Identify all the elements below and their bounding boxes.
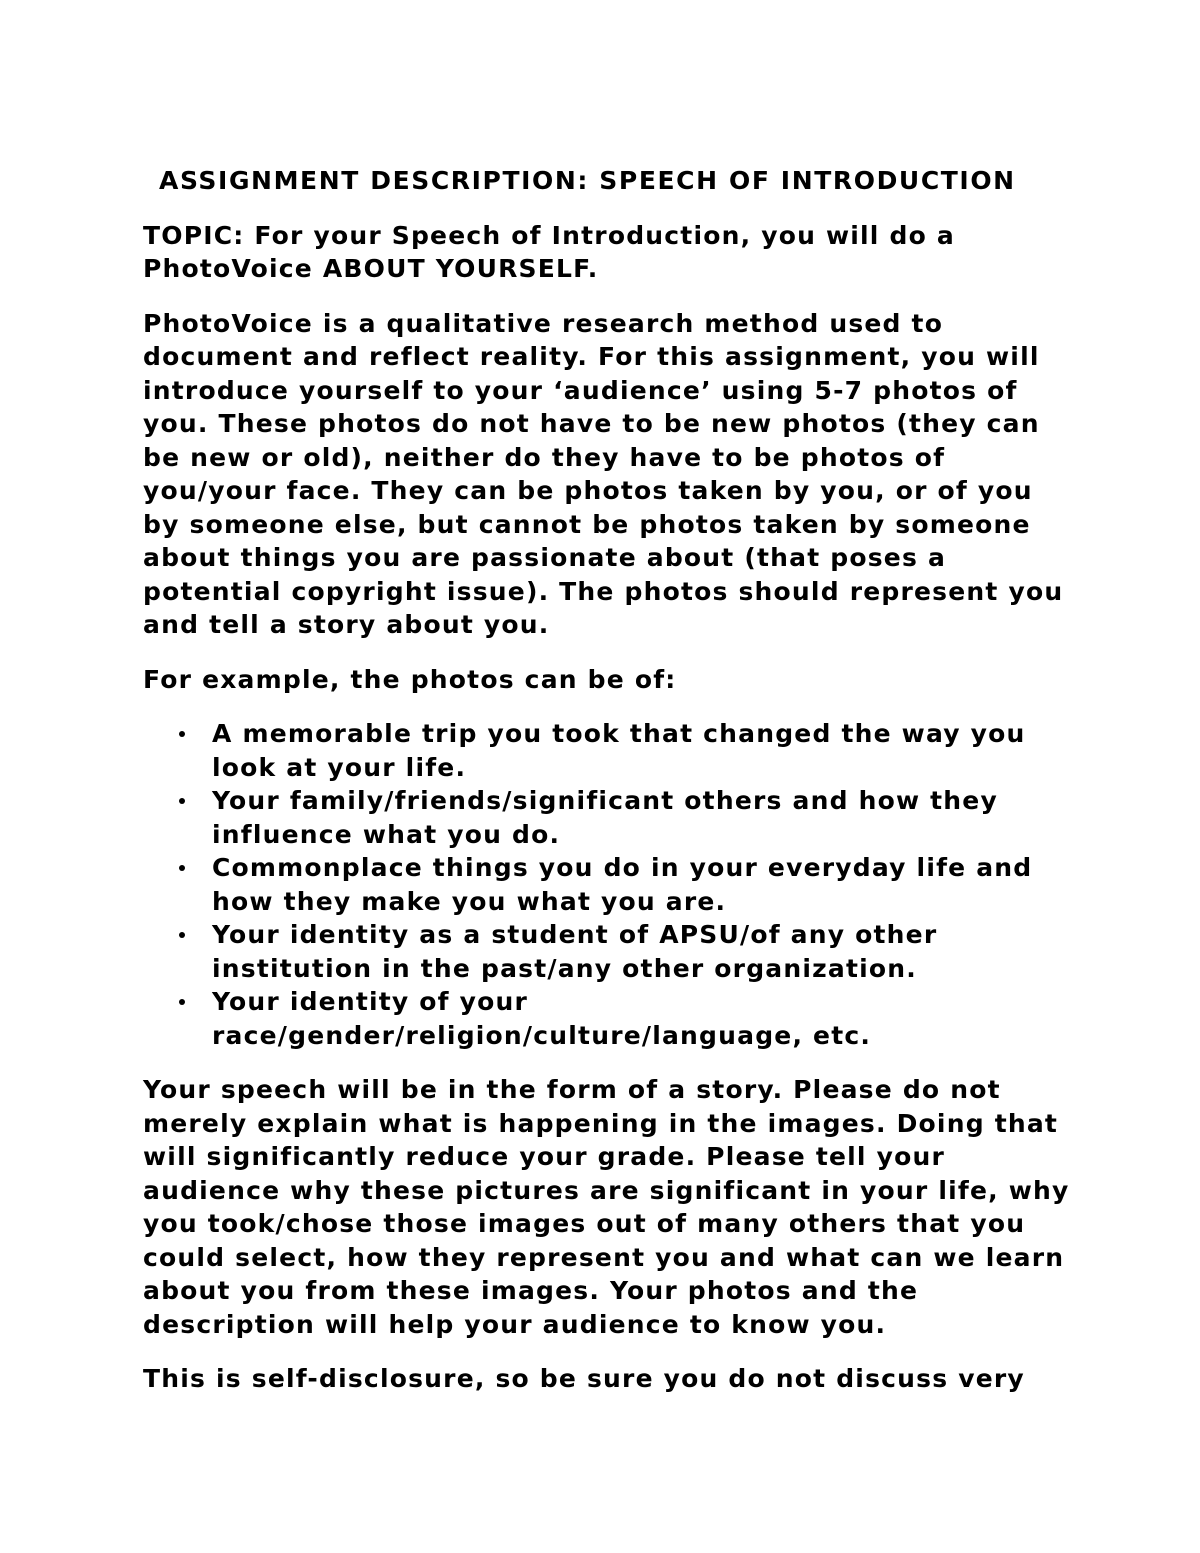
bullet-item [143, 985, 1073, 1052]
bullet-text: A memorable trip you took that changed the way you look at your life. [212, 719, 1026, 782]
bullet-text: Your identity as a student of APSU/of any other institution in the past/any other organization. [212, 920, 938, 983]
story-paragraph: Your speech will be in the form of a story. Please do not merely explain what is happening in the images. Doing that will significantly reduce your grade. Please tell your audience why these pictures are significant in your life, why you took/chose those images out of many others that you could select, how they represent you and what can we learn about you from these images. Your photos and the description will help your audience to know you. [143, 1075, 1070, 1339]
topic-paragraph: TOPIC: For your Speech of Introduction, you will do a PhotoVoice ABOUT YOURSELF. [143, 220, 955, 283]
bullet-text: Your identity of your race/gender/religion/culture/language, etc. [212, 987, 872, 1050]
bullet-icon [179, 731, 185, 737]
example-bullet-list [143, 717, 1073, 1052]
document-title: ASSIGNMENT DESCRIPTION: SPEECH OF INTRODUCTION [159, 166, 1016, 195]
bullet-icon [179, 798, 185, 804]
bullet-item [143, 851, 1073, 918]
bullet-icon [179, 999, 185, 1005]
bullet-icon [179, 865, 185, 871]
document-body [143, 164, 1073, 1417]
bullet-text: Commonplace things you do in your everyday life and how they make you what you are. [212, 853, 1033, 916]
bullet-item [143, 717, 1073, 784]
bullet-item [143, 784, 1073, 851]
example-intro: For example, the photos can be of: [143, 664, 677, 694]
bullet-text: Your family/friends/significant others and how they influence what you do. [212, 786, 998, 849]
photovoice-paragraph: PhotoVoice is a qualitative research method used to document and reflect reality. For this assignment, you will introduce yourself to your ‘audience’ using 5-7 photos of you. These photos do not have to be new photos (they can be new or old), neither do they have to be photos of you/your face. They can be photos taken by you, or of you by someone else, but cannot be photos taken by someone about things you are passionate about (that poses a potential copyright issue). The photos should represent you and tell a story about you. [143, 308, 1064, 639]
disclosure-paragraph: This is self-disclosure, so be sure you do not discuss very [143, 1364, 1025, 1393]
bullet-item [143, 918, 1073, 985]
bullet-icon [179, 932, 185, 938]
